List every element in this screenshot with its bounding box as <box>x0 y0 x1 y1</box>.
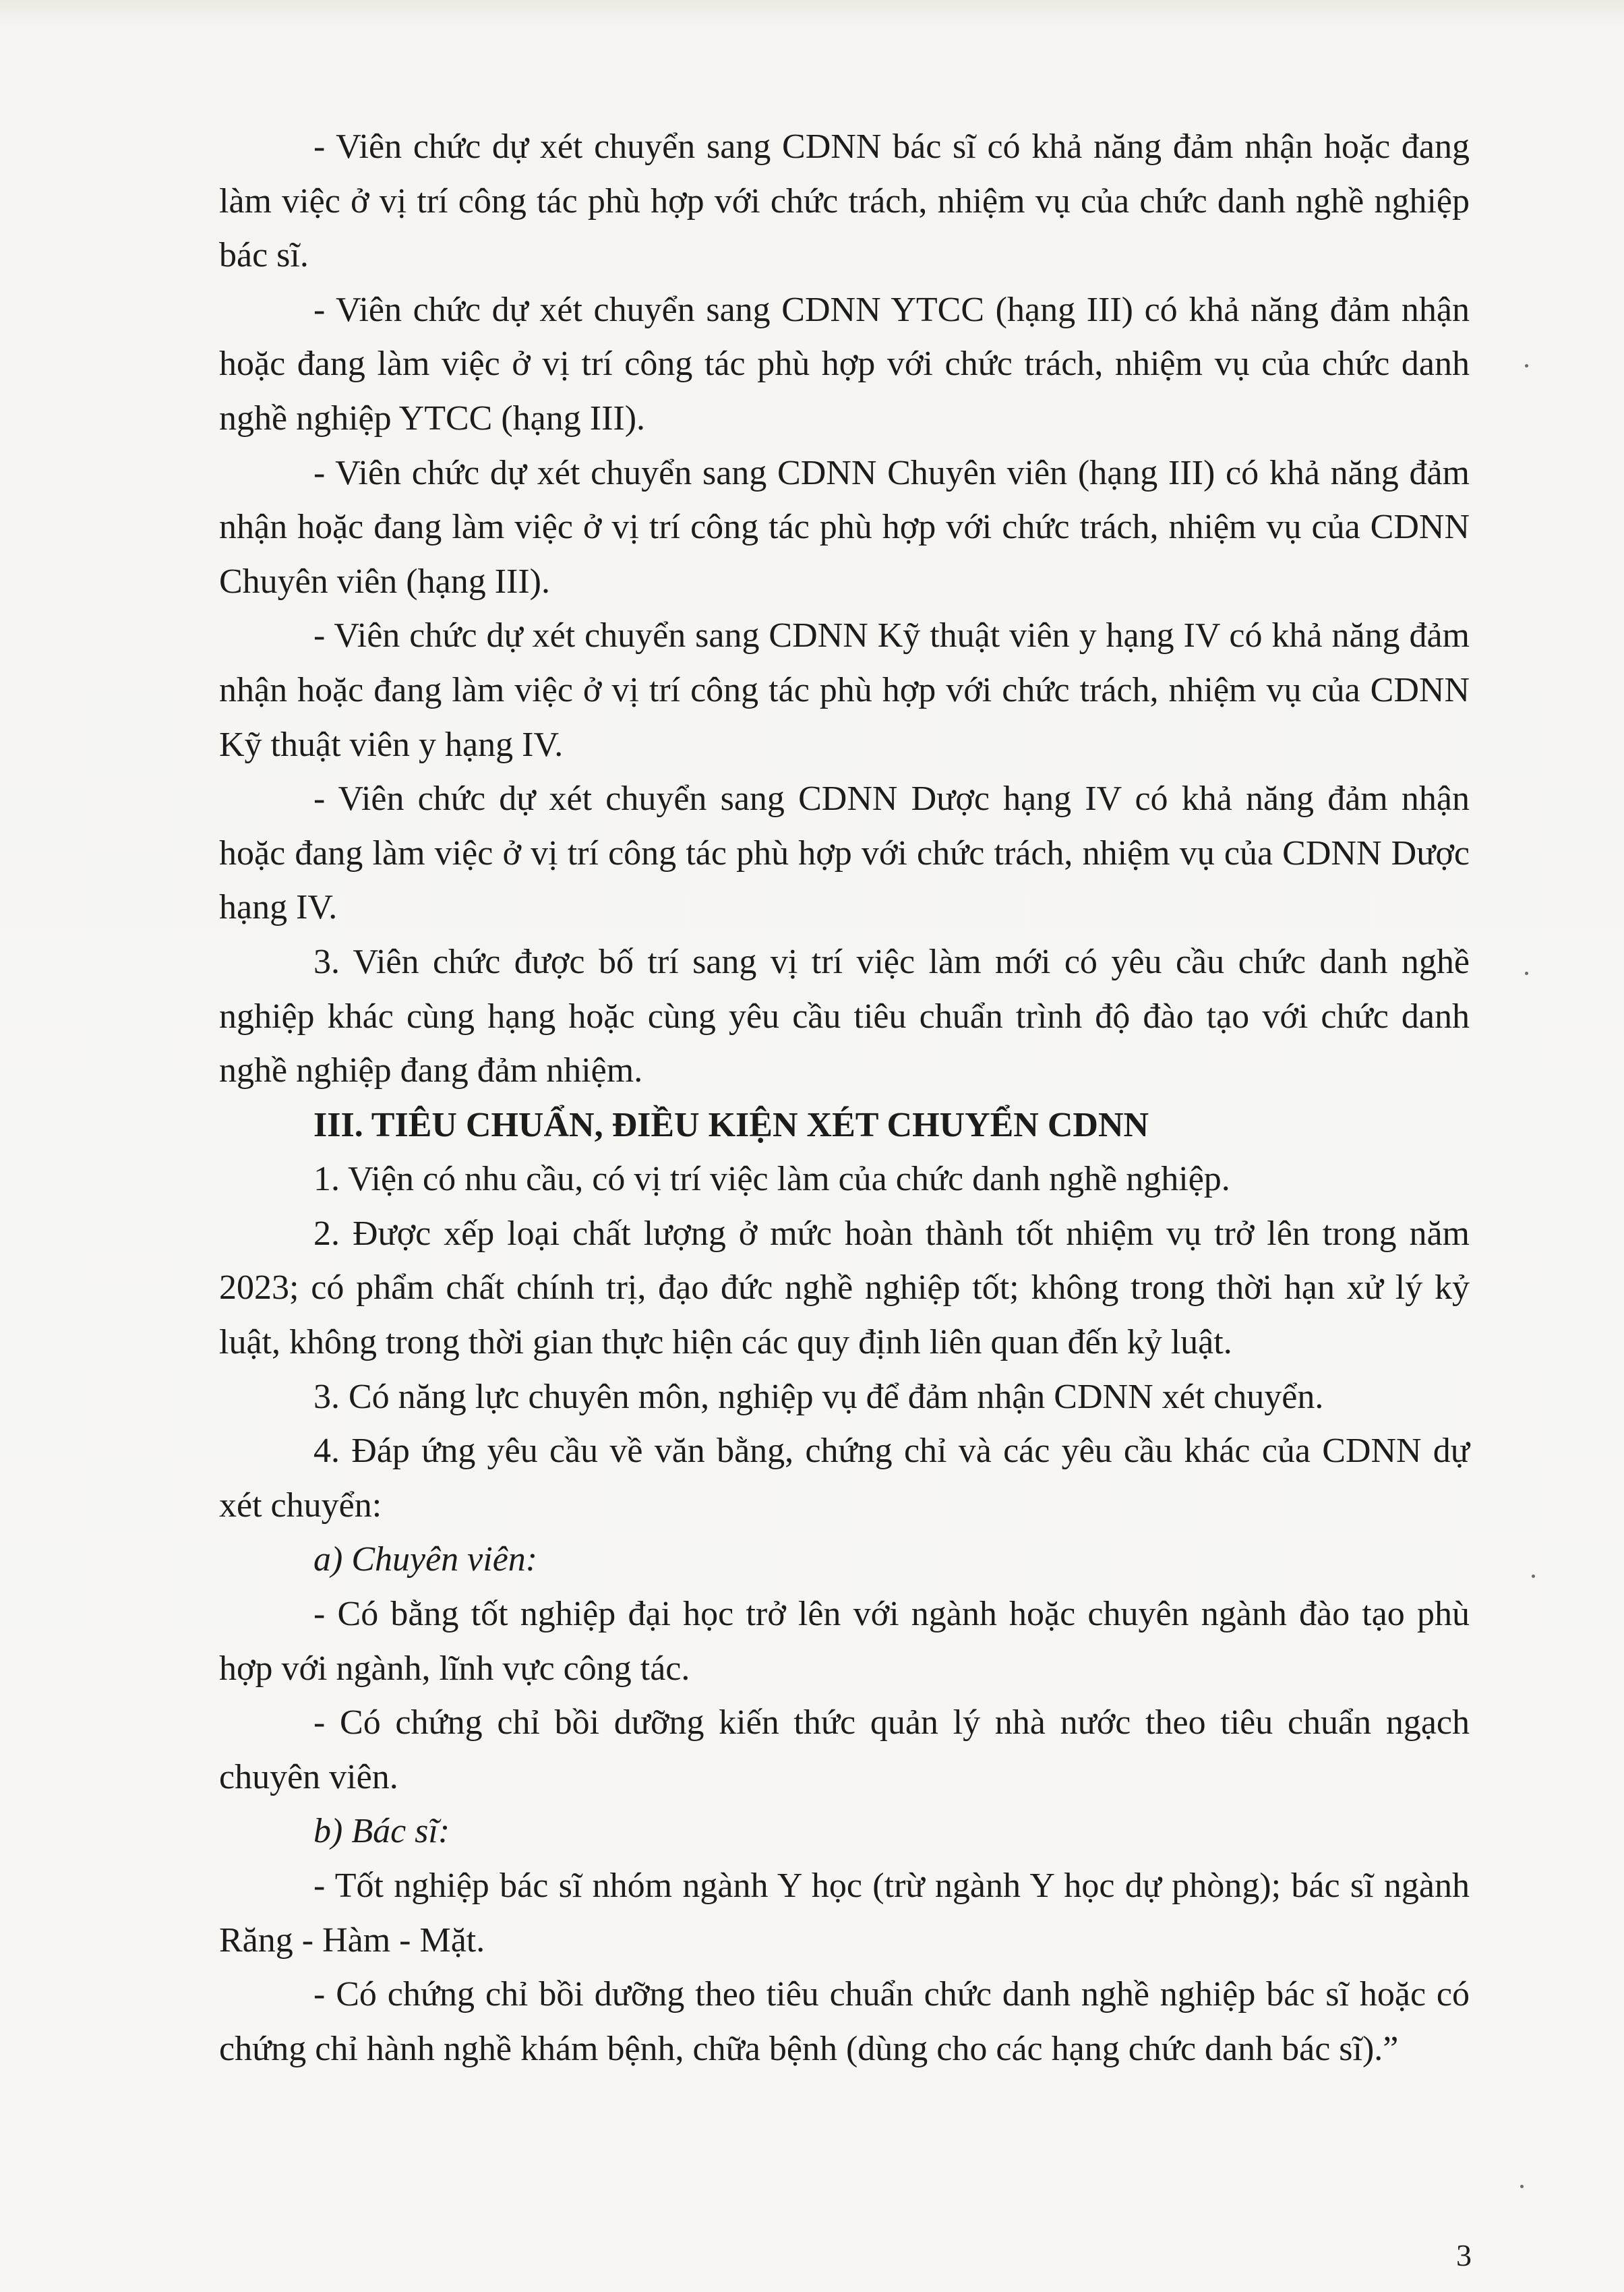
section-heading-iii: III. TIÊU CHUẨN, ĐIỀU KIỆN XÉT CHUYỂN CDNN <box>313 1105 1149 1144</box>
scan-speck <box>1525 972 1528 975</box>
paragraph-ky-thuat-vien: - Viên chức dự xét chuyển sang CDNN Kỹ thuật viên y hạng IV có khả năng đảm nhận hoặc đang làm việc ở vị trí công tác phù hợp với chức trách, nhiệm vụ của CDNN Kỹ thuật viên y hạng IV. <box>219 616 1470 764</box>
scan-speck <box>1520 2185 1524 2188</box>
document-body <box>219 120 1470 2076</box>
scan-speck <box>1532 1575 1535 1578</box>
criteria-item-2: 2. Được xếp loại chất lượng ở mức hoàn thành tốt nhiệm vụ trở lên trong năm 2023; có phẩm chất chính trị, đạo đức nghề nghiệp tốt; không trong thời hạn xử lý kỷ luật, không trong thời gian thực hiện các quy định liên quan đến kỷ luật. <box>219 1214 1470 1362</box>
criteria-item-3: 3. Có năng lực chuyên môn, nghiệp vụ để đảm nhận CDNN xét chuyển. <box>313 1377 1324 1416</box>
chuyen-vien-certificate: - Có chứng chỉ bồi dưỡng kiến thức quản lý nhà nước theo tiêu chuẩn ngạch chuyên viên. <box>219 1703 1470 1796</box>
bac-si-degree: - Tốt nghiệp bác sĩ nhóm ngành Y học (trừ ngành Y học dự phòng); bác sĩ ngành Răng - Hàm - Mặt. <box>219 1867 1470 1960</box>
criteria-item-1: 1. Viện có nhu cầu, có vị trí việc làm của chức danh nghề nghiệp. <box>313 1160 1230 1199</box>
paragraph-item-3: 3. Viên chức được bố trí sang vị trí việc làm mới có yêu cầu chức danh nghề nghiệp khác cùng hạng hoặc cùng yêu cầu tiêu chuẩn trình độ đào tạo với chức danh nghề nghiệp đang đảm nhiệm. <box>219 942 1470 1090</box>
criteria-item-4: 4. Đáp ứng yêu cầu về văn bằng, chứng chỉ và các yêu cầu khác của CDNN dự xét chuyển: <box>219 1432 1470 1525</box>
subheading-chuyen-vien: a) Chuyên viên: <box>313 1540 538 1579</box>
scan-speck <box>1525 364 1528 368</box>
paragraph-ytcc: - Viên chức dự xét chuyển sang CDNN YTCC (hạng III) có khả năng đảm nhận hoặc đang làm việc ở vị trí công tác phù hợp với chức trách, nhiệm vụ của chức danh nghề nghiệp YTCC (hạng III). <box>219 290 1470 438</box>
paragraph-duoc: - Viên chức dự xét chuyển sang CDNN Dược hạng IV có khả năng đảm nhận hoặc đang làm việc ở vị trí công tác phù hợp với chức trách, nhiệm vụ của CDNN Dược hạng IV. <box>219 780 1470 927</box>
bac-si-certificate: - Có chứng chỉ bồi dưỡng theo tiêu chuẩn chức danh nghề nghiệp bác sĩ hoặc có chứng chỉ hành nghề khám bệnh, chữa bệnh (dùng cho các hạng chức danh bác sĩ).” <box>219 1975 1470 2068</box>
paragraph-chuyen-vien: - Viên chức dự xét chuyển sang CDNN Chuyên viên (hạng III) có khả năng đảm nhận hoặc đang làm việc ở vị trí công tác phù hợp với chức trách, nhiệm vụ của CDNN Chuyên viên (hạng III). <box>219 453 1470 601</box>
chuyen-vien-degree: - Có bằng tốt nghiệp đại học trở lên với ngành hoặc chuyên ngành đào tạo phù hợp với ngành, lĩnh vực công tác. <box>219 1595 1470 1688</box>
page-number: 3 <box>1456 2238 1472 2272</box>
paragraph-bac-si: - Viên chức dự xét chuyển sang CDNN bác sĩ có khả năng đảm nhận hoặc đang làm việc ở vị trí công tác phù hợp với chức trách, nhiệm vụ của chức danh nghề nghiệp bác sĩ. <box>219 127 1470 275</box>
subheading-bac-si: b) Bác sĩ: <box>313 1812 450 1851</box>
